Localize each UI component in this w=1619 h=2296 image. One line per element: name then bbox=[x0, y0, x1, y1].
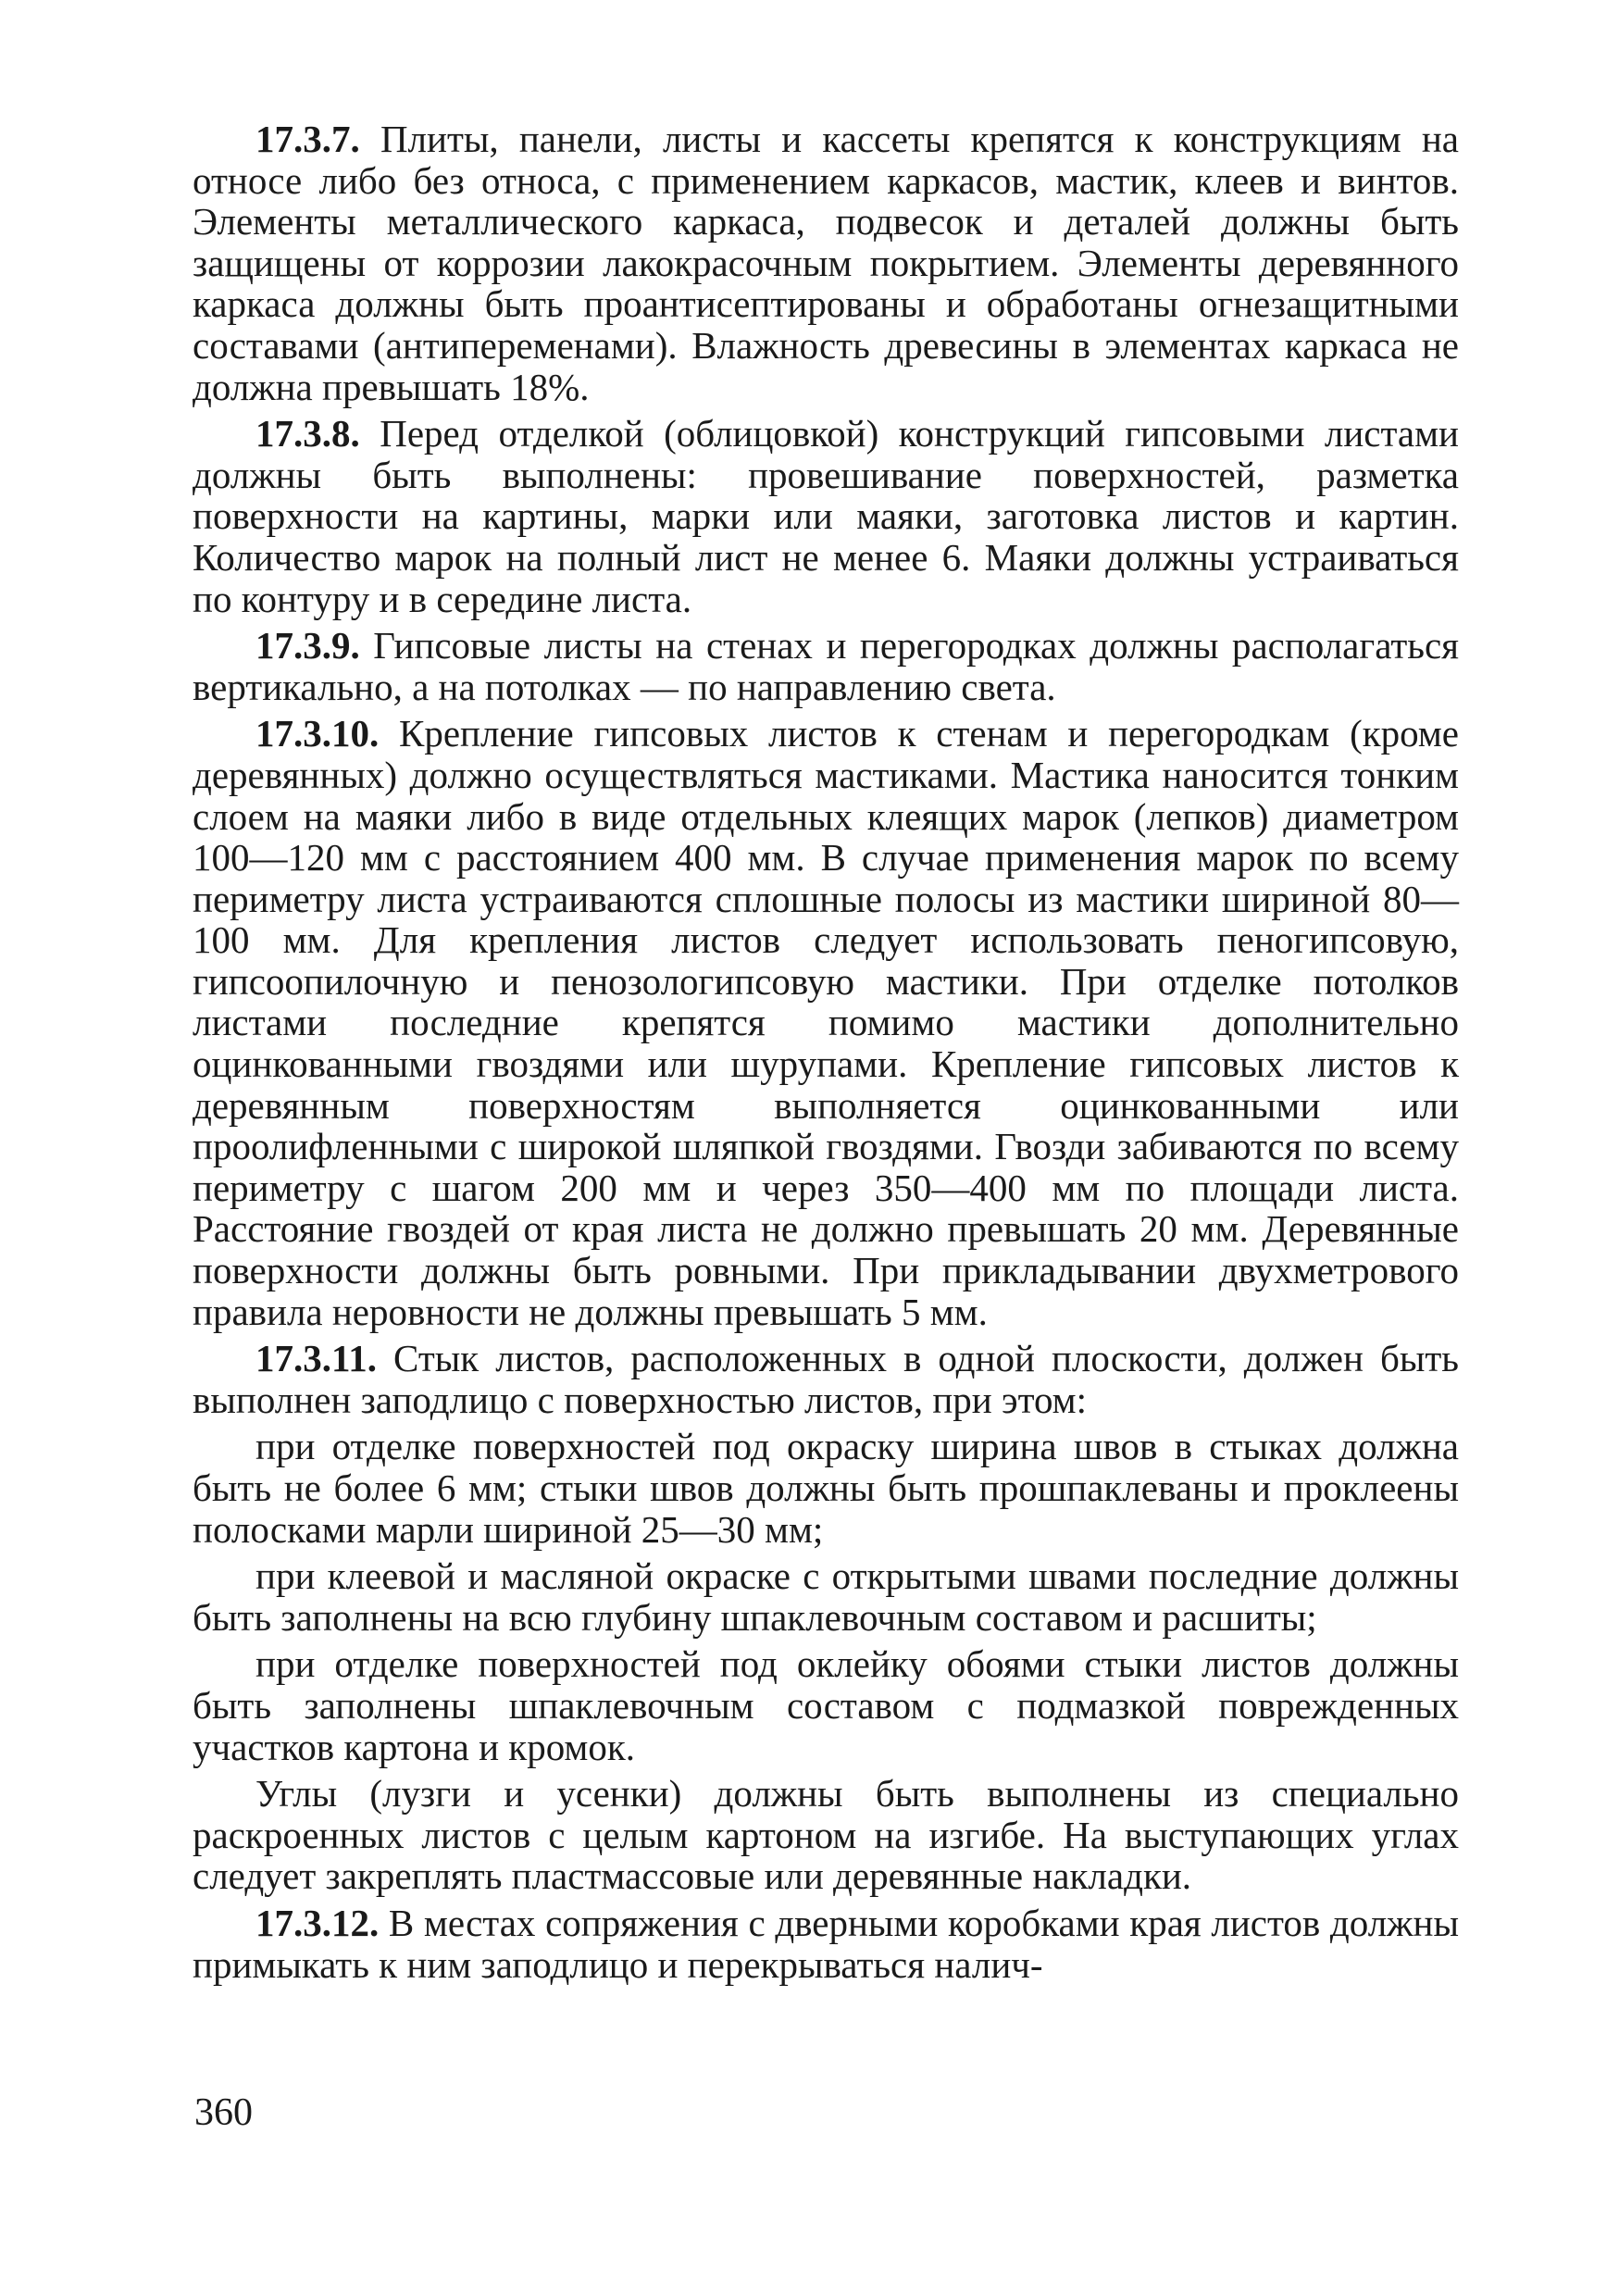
paragraph-corners bbox=[193, 1773, 1459, 1897]
page-number: 360 bbox=[194, 2091, 253, 2134]
paragraph-text: Крепление гипсовых листов к стенам и перегородкам (кроме деревянных) должно осуществляться мастиками. Мастика наносится тонким слоем на маяки либо в виде отдельных клеящих марок (лепков) диаметром 100—120 мм с расстоянием 400 мм. В случае применения марок по всему периметру листа устраиваются сплошные полосы из мастики шириной 80—100 мм. Для крепления листов следует использовать пеногипсовую, гипсоопилочную и пенозологипсовую мастики. При отделке потолков листами последние крепятся помимо мастики дополнительно оцинкованными гвоздями или шурупами. Крепление гипсовых листов к деревянным поверхностям выполняется оцинкованными или проолифленными с широкой шляпкой гвоздями. Гвозди забиваются по всему периметру с шагом 200 мм и через 350—400 мм по площади листа. Расстояние гвоздей от края листа не должно превышать 20 мм. Деревянные поверхности должны быть ровными. При прикладывании двухметрового правила неровности не должны превышать 5 мм. bbox=[193, 712, 1460, 1333]
paragraph-text: Стык листов, расположенных в одной плоскости, должен быть выполнен заподлицо с поверхностью листов, при этом: bbox=[193, 1337, 1459, 1421]
paragraph-text: при клеевой и масляной окраске с открытыми швами последние должны быть заполнены на всю глубину шпаклевочным составом и расшиты; bbox=[193, 1554, 1459, 1639]
clause-number: 17.3.9. bbox=[255, 624, 360, 668]
paragraph-wallpaper-joints bbox=[193, 1643, 1459, 1767]
paragraph-text: Плиты, панели, листы и кассеты крепятся к конструкциям на относе либо без относа, с применением каркасов, мастик, клеев и винтов. Элементы металлического каркаса, подвесок и деталей должны быть защищены от коррозии лакокрасочным покрытием. Элементы деревянного каркаса должны быть проантисептированы и обработаны огнезащитными составами (антипеременами). Влажность древесины в элементах каркаса не должна превышать 18%. bbox=[193, 118, 1460, 408]
paragraph-text: Углы (лузги и усенки) должны быть выполнены из специально раскроенных листов с целым картоном на изгибе. На выступающих углах следует закреплять пластмассовые или деревянные накладки. bbox=[193, 1772, 1459, 1898]
paragraph-17-3-11 bbox=[193, 1338, 1459, 1420]
paragraph-text: В местах сопряжения с дверными коробками края листов должны примыкать к ним заподлицо и перекрываться налич- bbox=[193, 1901, 1459, 1986]
clause-number: 17.3.11. bbox=[255, 1337, 377, 1380]
paragraph-17-3-9 bbox=[193, 625, 1459, 707]
paragraph-17-3-7 bbox=[193, 119, 1459, 407]
paragraph-text: при отделке поверхностей под окраску ширина швов в стыках должна быть не более 6 мм; стыки швов должны быть прошпаклеваны и проклеены полосками марли шириной 25—30 мм; bbox=[193, 1425, 1459, 1551]
paragraph-17-3-12 bbox=[193, 1903, 1459, 1985]
paragraph-text: при отделке поверхностей под оклейку обоями стыки листов должны быть заполнены шпаклевочным составом с подмазкой поврежденных участков картона и кромок. bbox=[193, 1642, 1459, 1768]
clause-number: 17.3.12. bbox=[255, 1901, 380, 1944]
paragraph-text: Гипсовые листы на стенах и перегородках должны располагаться вертикально, а на потолках — по направлению света. bbox=[193, 624, 1460, 708]
paragraph-17-3-8 bbox=[193, 413, 1459, 619]
page-body bbox=[193, 119, 1459, 1985]
paragraph-open-seams bbox=[193, 1555, 1459, 1638]
paragraph-17-3-10 bbox=[193, 713, 1459, 1332]
clause-number: 17.3.8. bbox=[255, 412, 360, 455]
clause-number: 17.3.10. bbox=[255, 712, 380, 755]
clause-number: 17.3.7. bbox=[255, 118, 360, 160]
paragraph-painting-joints bbox=[193, 1426, 1459, 1550]
paragraph-text: Перед отделкой (облицовкой) конструкций гипсовыми листами должны быть выполнены: провешивание поверхностей, разметка поверхности на картины, марки или маяки, заготовка листов и картин. Количество марок на полный лист не менее 6. Маяки должны устраиваться по контуру и в середине листа. bbox=[193, 412, 1459, 620]
